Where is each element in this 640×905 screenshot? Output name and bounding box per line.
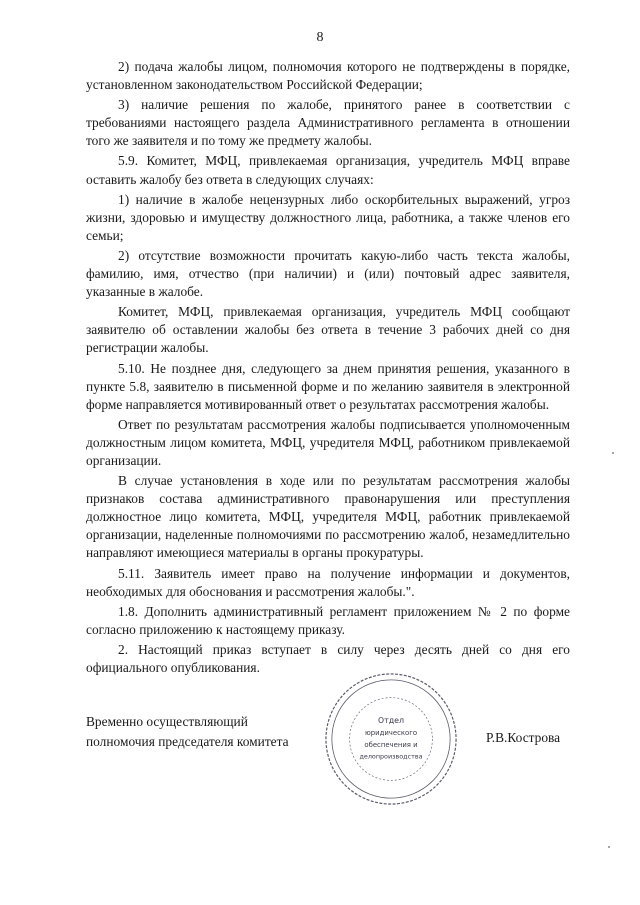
stamp-line: юридического bbox=[364, 729, 418, 738]
paragraph: 1.8. Дополнить административный регламент приложением № 2 по форме согласно приложению к настоящему приказу. bbox=[86, 603, 570, 637]
paragraph: 2) отсутствие возможности прочитать какую-либо часть текста жалобы, фамилию, имя, отчество (при наличии) и (или) почтовый адрес заявителя, указанные в жалобе. bbox=[86, 247, 570, 300]
signatory-position-line: Временно осуществляющий bbox=[86, 714, 248, 729]
signatory-position bbox=[86, 712, 289, 752]
paragraph: Комитет, МФЦ, привлекаемая организация, учредитель МФЦ сообщают заявителю об оставлении жалобы без ответа в течение 3 рабочих дней со дня регистрации жалобы. bbox=[86, 304, 570, 356]
paragraph: В случае установления в ходе или по результатам рассмотрения жалобы признаков состава административного правонарушения или преступления должностное лицо комитета, МФЦ, учредителя МФЦ, работник привлекаемой организации, наделенные полномочиями по рассмотрению жалоб, незамедлительно направляют имеющиеся материалы в органы прокуратуры. bbox=[86, 473, 570, 561]
stamp-line: обеспечения и bbox=[364, 740, 418, 749]
paragraph: 5.9. Комитет, МФЦ, привлекаемая организация, учредитель МФЦ вправе оставить жалобу без ответа в следующих случаях: bbox=[86, 153, 570, 187]
scan-speck bbox=[612, 452, 614, 454]
paragraph: Ответ по результатам рассмотрения жалобы подписывается уполномоченным должностным лицом комитета, МФЦ, учредителя МФЦ, работником привлекаемой организации. bbox=[86, 416, 570, 468]
official-stamp bbox=[322, 670, 460, 808]
paragraph: 2) подача жалобы лицом, полномочия которого не подтверждены в порядке, установленном законодательством Российской Федерации; bbox=[86, 59, 570, 93]
document-body bbox=[86, 58, 570, 679]
signatory-position-line: полномочия председателя комитета bbox=[86, 734, 289, 749]
paragraph: 5.11. Заявитель имеет право на получение информации и документов, необходимых для обоснования и рассмотрения жалобы.". bbox=[86, 565, 570, 599]
stamp-line: Отдел bbox=[377, 716, 405, 726]
paragraph: 3) наличие решения по жалобе, принятого ранее в соответствии с требованиями настоящего раздела Административного регламента в отношении того же заявителя и по тому же предмету жалобы. bbox=[86, 97, 570, 149]
page-number: 8 bbox=[316, 30, 324, 45]
scan-speck bbox=[608, 846, 610, 848]
paragraph: 2. Настоящий приказ вступает в силу через десять дней со дня его официального опубликования. bbox=[86, 641, 570, 675]
paragraph: 1) наличие в жалобе нецензурных либо оскорбительных выражений, угроз жизни, здоровью и имуществу должностного лица, работника, а также членов его семьи; bbox=[86, 191, 570, 243]
stamp-line: делопроизводства bbox=[359, 752, 423, 761]
paragraph: 5.10. Не позднее дня, следующего за днем принятия решения, указанного в пункте 5.8, заявителю в письменной форме и по желанию заявителя в электронной форме направляется мотивированный ответ о результатах рассмотрения жалобы. bbox=[86, 360, 570, 412]
signatory-name: Р.В.Кострова bbox=[486, 730, 561, 745]
